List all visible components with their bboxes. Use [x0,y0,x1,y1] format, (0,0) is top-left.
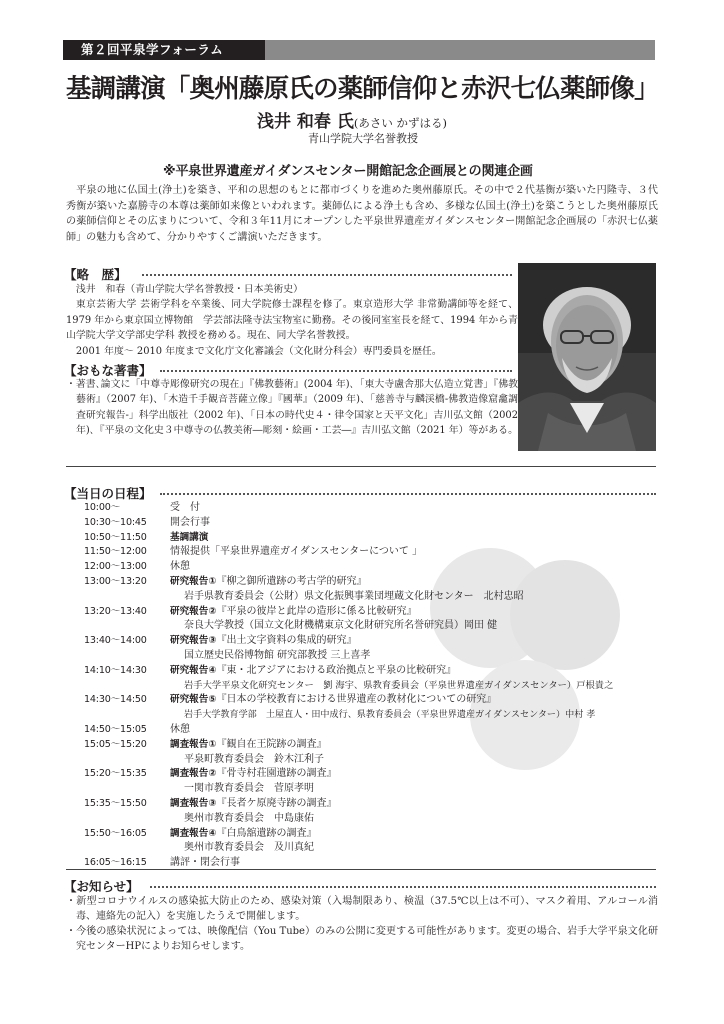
schedule-label: 休憩 [170,723,190,735]
schedule-presenter-row [84,812,684,827]
schedule-presenter: 岩手県教育委員会（公財）県文化振興事業団埋蔵文化財センター 北村忠昭 [184,590,524,602]
schedule-item [84,545,684,560]
profile-heading: 【略 歴】 [64,267,127,282]
report-title: 『出土文字資料の集成的研究』 [216,635,357,647]
schedule-time: 15:05～15:20 [84,738,147,750]
speaker-portrait [518,263,656,451]
section-divider [66,466,656,467]
speaker [257,107,447,132]
speaker-reading: (あさい かずはる) [353,116,447,130]
schedule-item [84,634,684,649]
report-label: 研究報告② [170,605,217,617]
schedule-time: 15:20～15:35 [84,768,147,780]
schedule-label [170,575,367,590]
report-label: 調査報告② [170,768,217,780]
notice-item: ・今後の感染状況によっては、映像配信（You Tube）のみの公開に変更する可能性があります。変更の場合、岩手大学平泉文化研究センターHPによりお知らせします。 [66,926,658,952]
works-text: ・著書､論文に「中尊寺彫像研究の現在」『佛教藝術』(2004 年)､「東大寺盧舎那大仏造立覚書」『佛教藝術』（2007 年)、「木造千手観音菩薩立像」『國華』（2009 年)、「慈善寺与麟渓橋-佛教造像窟龕調査研究報告-」科学出版社（2002 年)、「日本の時代史４・律令国家と天平文化」吉川弘文館（2002 年)､『平泉の文化史３中尊寺の仏教美術―彫刻・絵画・工芸―』吉川弘文館（2021 年）等がある。 [66,379,518,437]
schedule-item [84,664,684,679]
related-event-note: ※平泉世界遺産ガイダンスセンター開館記念企画展との関連企画 [163,164,533,179]
report-label: 調査報告① [170,738,217,750]
schedule-item [84,560,684,575]
schedule-label: 講評・閉会行事 [170,857,240,869]
schedule-presenter: 岩手大学平泉文化研究センター 劉 海宇、県教育委員会（平泉世界遺産ガイダンスセンター）戸根貴之 [184,679,614,691]
schedule-presenter-row [84,841,684,856]
schedule-presenter: 岩手大学教育学部 土屋直人・田中成行、県教育委員会（平泉世界遺産ガイダンスセンター）中村 孝 [184,710,596,721]
profile-text [66,282,518,359]
report-label: 研究報告④ [170,664,217,676]
intro-paragraph: 平泉の地に仏国土(浄土)を築き、平和の思想のもとに都市づくりを進めた奥州藤原氏。その中で２代基衡が築いた円隆寺、３代秀衡が築いた嘉勝寺の本尊は薬師如来像といわれます。薬師仏による浄土も含め、多様な仏国土(浄土)を築こうとした奥州藤原氏の薬師信仰とその広まりについて、令和３年11月にオープンした平泉世界遺産ガイダンスセンター開館記念企画展の「赤沢七仏薬師」の魅力も含めて、分かりやすくご講演いただきます。 [66,185,658,243]
profile-line: 浅井 和春（青山学院大学名誉教授・日本美術史） [75,284,304,295]
schedule-label [170,664,456,679]
lecture-title: 基調講演「奥州藤原氏の薬師信仰と赤沢七仏薬師像」 [66,74,659,104]
notice-item: ・新型コロナウイルスの感染拡大防止のため、感染対策（入場制限あり、検温（37.5℃以上は不可）、マスク着用、アルコール消毒、連絡先の記入）を実施したうえで開催します。 [66,896,658,922]
schedule-label [170,767,337,782]
report-label: 研究報告③ [170,635,217,647]
schedule-time: 15:50～16:05 [84,827,147,839]
schedule-list [84,501,684,871]
schedule-presenter: 平泉町教育委員会 鈴木江利子 [184,753,324,765]
schedule-presenter-row [84,590,684,605]
schedule-presenter-row [84,619,684,634]
profile-line: 2001 年度～ 2010 年度まで文化庁文化審議会（文化財分科会）専門委員を歴任。 [75,345,442,357]
report-label: 研究報告⑤ [170,694,217,706]
schedule-time: 13:40～14:00 [84,635,147,647]
schedule-time: 10:00～ [84,502,121,513]
speaker-name: 浅井 和春 氏 [257,112,354,132]
schedule-time: 12:00～13:00 [84,561,147,573]
schedule-time: 10:50～11:50 [84,531,147,543]
schedule-time: 14:10～14:30 [84,664,147,676]
schedule-item [84,501,684,516]
schedule-presenter-row [84,649,684,664]
works-heading-rule [160,370,512,372]
schedule-item [84,723,684,738]
schedule-presenter: 一関市教育委員会 菅原孝明 [184,783,314,795]
schedule-label [170,797,337,812]
schedule-time: 16:05～16:15 [84,857,147,869]
works-heading: 【おもな著書】 [64,363,152,378]
notices-heading: 【お知らせ】 [64,879,139,894]
series-label: 第２回平泉学フォーラム [63,40,265,60]
schedule-item [84,827,684,842]
schedule-label [170,827,317,842]
schedule-label: 休憩 [170,561,190,573]
report-title: 『東・北アジアにおける政治拠点と平泉の比較研究』 [216,664,457,676]
report-label: 研究報告① [170,575,217,587]
report-title: 『骨寺村荘園遺跡の調査』 [216,768,337,780]
schedule-heading-rule [160,493,656,495]
schedule-item [84,767,684,782]
report-label: 調査報告④ [170,827,217,839]
schedule-label [170,693,496,708]
notices-list [66,894,658,954]
report-title: 『長者ケ原廃寺跡の調査』 [216,797,337,809]
schedule-presenter: 奥州市教育委員会 中島康佑 [184,812,314,824]
schedule-item [84,693,684,708]
schedule-presenter: 国立歴史民俗博物館 研究部教授 三上喜孝 [184,649,371,661]
schedule-label: 基調講演 [170,531,209,543]
schedule-label [170,605,417,620]
schedule-presenter-row [84,708,684,723]
notices-heading-rule [150,886,656,888]
schedule-time: 11:50～12:00 [84,546,147,558]
section-divider [66,869,656,870]
schedule-presenter-row [84,753,684,768]
schedule-label [170,634,357,649]
report-title: 『柳之御所遺跡の考古学的研究』 [216,575,367,587]
profile-heading-rule [142,274,512,276]
report-title: 『白鳥舘遺跡の調査』 [216,827,317,839]
schedule-item [84,605,684,620]
schedule-item [84,797,684,812]
report-title: 『観自在王院跡の調査』 [216,738,327,750]
profile-line: 東京芸術大学 芸術学科を卒業後、同大学院修士課程を修了。東京造形大学 非常勤講師等を経て、1979 年から東京国立博物館 学芸部法隆寺法宝物室に勤務。その後同室室長を経て、1994 年から青山学院大学文学部史学科 教授を務める。現在、同大学名誉教授。 [66,299,518,342]
schedule-label: 受 付 [170,502,200,513]
speaker-affiliation: 青山学院大学名誉教授 [308,132,418,145]
report-label: 調査報告③ [170,797,217,809]
schedule-presenter-row [84,679,684,694]
schedule-time: 13:00～13:20 [84,575,147,587]
report-title: 『日本の学校教育における世界遺産の教材化についての研究』 [216,694,497,706]
schedule-item [84,575,684,590]
schedule-label [170,738,327,753]
schedule-label: 情報提供「平泉世界遺産ガイダンスセンターについて 」 [170,546,423,558]
schedule-item [84,516,684,531]
schedule-item [84,531,684,546]
schedule-presenter-row [84,782,684,797]
report-title: 『平泉の彼岸と此岸の造形に係る比較研究』 [216,605,417,617]
schedule-presenter: 奥州市教育委員会 及川真紀 [184,842,314,854]
schedule-time: 14:30～14:50 [84,694,147,706]
schedule-time: 10:30～10:45 [84,516,147,528]
schedule-heading: 【当日の日程】 [64,486,152,501]
schedule-time: 15:35～15:50 [84,797,147,809]
schedule-time: 14:50～15:05 [84,723,147,735]
schedule-label: 開会行事 [170,516,210,528]
schedule-presenter: 奈良大学教授（国立文化財機構東京文化財研究所名誉研究員）岡田 健 [184,620,498,632]
schedule-item [84,738,684,753]
schedule-time: 13:20～13:40 [84,605,147,617]
